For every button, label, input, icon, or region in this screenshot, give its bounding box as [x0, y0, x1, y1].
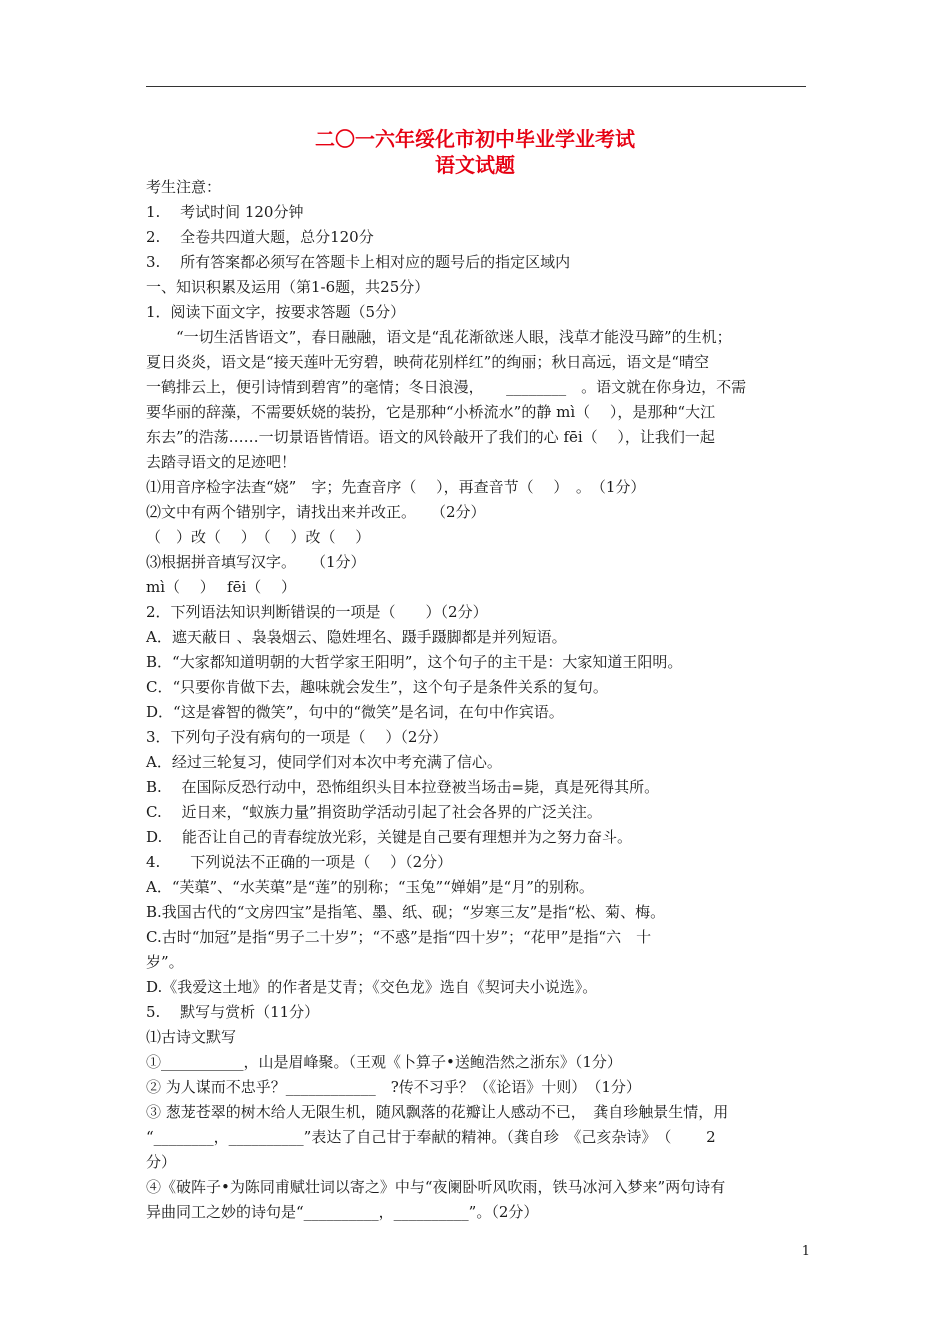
- notice-item-3: 3. 所有答案都必须写在答题卡上相对应的题号后的指定区域内: [146, 253, 571, 271]
- option: C. 近日来，“蚁族力量”捐资助学活动引起了社会各界的广泛关注。: [146, 803, 602, 821]
- question-4: 4. 下列说法不正确的一项是（ ）（2分）: [146, 853, 453, 871]
- header-rule: [146, 86, 806, 87]
- question-5: 5. 默写与赏析（11分）: [146, 1003, 320, 1021]
- exam-title: 二〇一六年绥化市初中毕业学业考试: [315, 127, 635, 151]
- passage-line: 要华丽的辞藻，不需要妖娆的装扮，它是那种“小桥流水”的静 mì（ ），是那种“大江: [146, 403, 716, 421]
- option: C．“只要你肯做下去，趣味就会发生”，这个句子是条件关系的复句。: [146, 678, 608, 696]
- notice-item-1: 1. 考试时间 120分钟: [146, 203, 304, 221]
- subquestion: ⑴古诗文默写: [146, 1028, 237, 1046]
- option: A．遮天蔽日 、袅袅烟云、隐姓埋名、蹑手蹑脚都是并列短语。: [146, 628, 567, 646]
- option: D.《我爱这土地》的作者是艾青；《交色龙》选自《契诃夫小说选》。: [146, 978, 598, 996]
- option: D. 能否让自己的青春绽放光彩，关键是自己要有理想并为之努力奋斗。: [146, 828, 633, 846]
- question-1: 1．阅读下面文字，按要求答题（5分）: [146, 303, 406, 321]
- passage-line: 去踏寻语文的足迹吧！: [146, 453, 297, 471]
- question-3: 3．下列句子没有病句的一项是（ ）（2分）: [146, 728, 448, 746]
- option: C.古时“加冠”是指“男子二十岁”；“不惑”是指“四十岁”；“花甲”是指“六 十: [146, 928, 652, 946]
- subquestion: ⑴用音序检字法查“娆” 字；先查音序（ ），再查音节（ ） 。 （1分）: [146, 478, 646, 496]
- option: A．经过三轮复习，使同学们对本次中考充满了信心。: [146, 753, 502, 771]
- fill-item: ② 为人谋而不忠乎？____________ ?传不习乎？（《论语》十则） （1分）: [146, 1078, 641, 1096]
- fill-item: 异曲同工之妙的诗句是“__________，__________”。（2分）: [146, 1203, 539, 1221]
- answer-line: mì（ ） fēi（ ）: [146, 578, 297, 596]
- option: B．“大家都知道明朝的大哲学家王阳明”，这个句子的主干是：大家知道王阳明。: [146, 653, 683, 671]
- passage-line: 一鹤排云上，便引诗情到碧宵”的毫情；冬日浪漫， ________ 。语文就在你身边，不需: [146, 378, 747, 396]
- section-heading: 一、知识积累及运用（第1-6题，共25分）: [146, 278, 430, 296]
- option: B.我国古代的“文房四宝”是指笔、墨、纸、砚；“岁寒三友”是指“松、菊、梅。: [146, 903, 666, 921]
- option: B. 在国际反恐行动中，恐怖组织头目本拉登被当场击=毙，真是死得其所。: [146, 778, 660, 796]
- question-2: 2．下列语法知识判断错误的一项是（ ）（2分）: [146, 603, 488, 621]
- fill-item: “________，__________”表达了自己甘于奉献的精神。（龚自珍 《己亥杂诗》 （ 2: [146, 1128, 716, 1146]
- answer-line: （ ）改（ ） （ ）改（ ）: [146, 528, 371, 546]
- passage-line: 夏日炎炎，语文是“接天莲叶无穷碧，映荷花别样红”的绚丽；秋日高远，语文是“晴空: [146, 353, 710, 371]
- page-number: 1: [801, 1244, 810, 1259]
- option: 岁”。: [146, 953, 184, 971]
- fill-item: ③ 葱茏苍翠的树木给人无限生机，随风飘落的花瓣让人感动不已， 龚自珍触景生情，用: [146, 1103, 729, 1121]
- notice-item-2: 2. 全卷共四道大题，总分120分: [146, 228, 374, 246]
- notice-heading: 考生注意：: [146, 178, 222, 196]
- fill-item: ④《破阵子•为陈同甫赋壮词以寄之》中与“夜阑卧听风吹雨，铁马冰河入梦来”两句诗有: [146, 1178, 726, 1196]
- passage-line: “一切生活皆语文”，春日融融，语文是“乱花渐欲迷人眼，浅草才能没马蹄”的生机；: [176, 328, 732, 346]
- option: D．“这是睿智的微笑”，句中的“微笑”是名词，在句中作宾语。: [146, 703, 564, 721]
- subquestion: ⑶根据拼音填写汉字。 （1分）: [146, 553, 366, 571]
- fill-item: ①___________，山是眉峰聚。（王观《卜算子•送鲍浩然之浙东》（1分）: [146, 1053, 622, 1071]
- fill-item: 分）: [146, 1153, 177, 1171]
- exam-body: [146, 175, 811, 1225]
- exam-subtitle: 语文试题: [435, 153, 515, 177]
- option: A．“芙蕖”、“水芙蕖”是“莲”的别称；“玉兔”“婵娟”是“月”的别称。: [146, 878, 594, 896]
- subquestion: ⑵文中有两个错别字，请找出来并改正。 （2分）: [146, 503, 486, 521]
- passage-line: 东去”的浩荡……一切景语皆情语。语文的风铃敲开了我们的心 fēi（ ），让我们一起: [146, 428, 715, 446]
